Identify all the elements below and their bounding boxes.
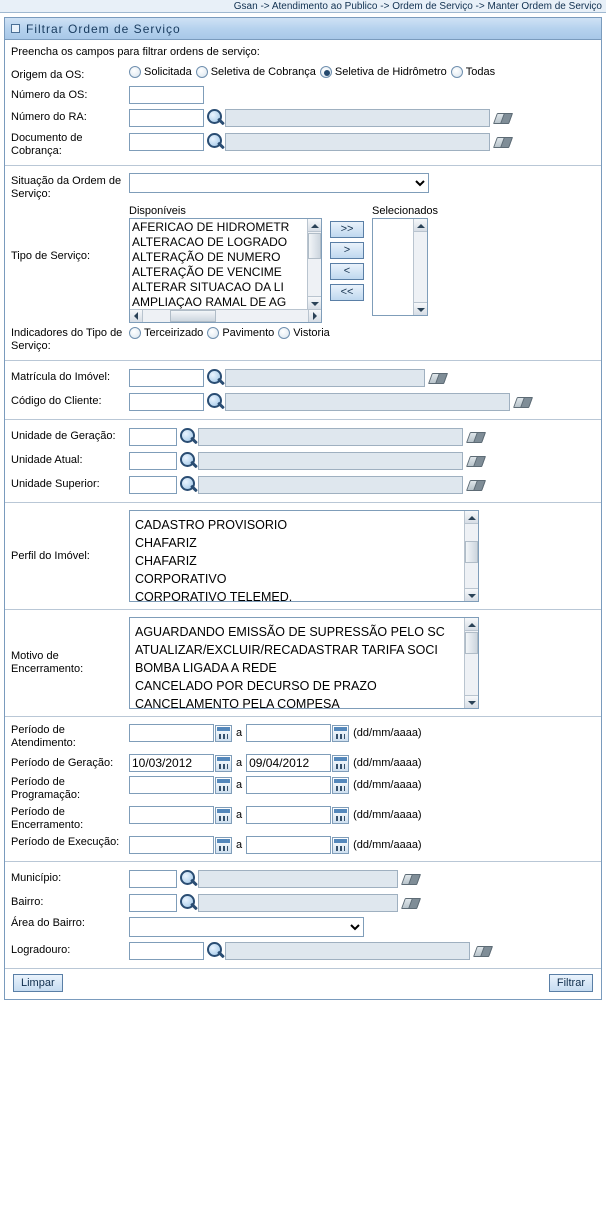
display-numero-ra-descricao bbox=[225, 109, 490, 127]
row-numero-ra bbox=[5, 106, 601, 130]
row-unidade-superior bbox=[5, 473, 601, 497]
label-motivo-encerramento: Motivo de Encerramento: bbox=[11, 650, 84, 675]
scrollbar-vertical-selecionados[interactable] bbox=[413, 219, 427, 315]
list-item[interactable]: ALTERAÇÃO DE VENCIME bbox=[132, 265, 282, 279]
row-origem-os bbox=[5, 64, 601, 84]
list-item[interactable]: CANCELAMENTO PELA COMPESA bbox=[135, 697, 340, 709]
listbox-motivo-encerramento[interactable] bbox=[129, 617, 479, 709]
label-area-bairro: Área do Bairro: bbox=[11, 917, 85, 929]
listbox-disponiveis[interactable] bbox=[129, 218, 322, 323]
scroll-up-icon[interactable] bbox=[465, 511, 478, 524]
label-codigo-cliente: Código do Cliente: bbox=[11, 395, 102, 407]
radio-label-vistoria: Vistoria bbox=[293, 327, 330, 339]
search-icon-unidade-atual[interactable] bbox=[178, 451, 198, 471]
breadcrumb: Gsan -> Atendimento ao Publico -> Ordem de Serviço -> Manter Ordem de Serviço bbox=[0, 0, 606, 13]
row-matricula-imovel bbox=[5, 366, 601, 390]
row-unidade-geracao bbox=[5, 425, 601, 449]
search-icon-unidade-geracao[interactable] bbox=[178, 427, 198, 447]
instruction-text: Preencha os campos para filtrar ordens de serviço: bbox=[11, 46, 260, 58]
label-disponiveis: Disponíveis bbox=[129, 205, 186, 217]
search-icon-municipio[interactable] bbox=[178, 869, 198, 889]
label-periodo-encerramento: Período de Encerramento: bbox=[11, 806, 84, 831]
input-numero-ra[interactable] bbox=[129, 109, 204, 127]
input-unidade-geracao[interactable] bbox=[129, 428, 177, 446]
radio-icon-solicitada[interactable] bbox=[129, 66, 141, 78]
search-icon-codigo-cliente[interactable] bbox=[205, 392, 225, 412]
radio-origem-solicitada[interactable] bbox=[129, 66, 192, 78]
list-item[interactable]: CHAFARIZ bbox=[135, 554, 197, 568]
row-situacao-os bbox=[5, 171, 601, 203]
input-periodo-encerramento-fim[interactable] bbox=[246, 806, 331, 824]
eraser-icon-unidade-superior[interactable] bbox=[467, 476, 485, 494]
radio-icon-seletiva-cobranca[interactable] bbox=[196, 66, 208, 78]
display-bairro-descricao bbox=[198, 894, 398, 912]
label-selecionados: Selecionados bbox=[372, 205, 439, 217]
input-matricula-imovel[interactable] bbox=[129, 369, 204, 387]
calendar-icon-encerramento-inicio[interactable] bbox=[215, 807, 232, 824]
list-item[interactable]: ATUALIZAR/EXCLUIR/RECADASTRAR TARIFA SOCI bbox=[135, 643, 438, 657]
eraser-icon-logradouro[interactable] bbox=[474, 942, 492, 960]
section-motivo-encerramento bbox=[5, 609, 601, 716]
move-right-button[interactable]: > bbox=[330, 242, 364, 259]
input-documento-cobranca[interactable] bbox=[129, 133, 204, 151]
listbox-selecionados[interactable] bbox=[372, 218, 428, 316]
date-format-hint: (dd/mm/aaaa) bbox=[353, 779, 422, 791]
label-unidade-geracao: Unidade de Geração: bbox=[11, 430, 116, 442]
label-numero-ra: Número do RA: bbox=[11, 111, 87, 123]
origem-os-radiogroup[interactable] bbox=[129, 66, 499, 78]
radio-origem-seletiva-hidrometro[interactable] bbox=[320, 66, 447, 78]
section-perfil-imovel bbox=[5, 502, 601, 609]
scrollbar-vertical-disponiveis[interactable] bbox=[307, 219, 321, 322]
radio-label-seletiva-cobranca: Seletiva de Cobrança bbox=[210, 66, 316, 78]
input-numero-os[interactable] bbox=[129, 86, 204, 104]
display-unidade-superior-descricao bbox=[198, 476, 463, 494]
input-periodo-execucao-inicio[interactable] bbox=[129, 836, 214, 854]
row-logradouro bbox=[5, 939, 601, 963]
list-item[interactable]: ALTERAÇÃO DE NUMERO bbox=[132, 250, 281, 264]
date-separator: a bbox=[236, 757, 243, 769]
label-origem-os: Origem da OS: bbox=[11, 69, 85, 81]
display-logradouro-descricao bbox=[225, 942, 470, 960]
search-icon-documento-cobranca[interactable] bbox=[205, 132, 225, 152]
row-documento-cobranca bbox=[5, 130, 601, 160]
scrollbar-horizontal-disponiveis[interactable] bbox=[130, 309, 321, 322]
listbox-disponiveis-items[interactable] bbox=[130, 219, 321, 323]
scroll-thumb[interactable] bbox=[308, 233, 321, 259]
list-item[interactable]: AMPLIAÇAO RAMAL DE AG bbox=[132, 295, 287, 309]
label-municipio: Município: bbox=[11, 872, 62, 884]
search-icon-logradouro[interactable] bbox=[205, 941, 225, 961]
list-item[interactable]: ALTERACAO DE LOGRADO bbox=[132, 235, 288, 249]
move-all-right-button[interactable]: >> bbox=[330, 221, 364, 238]
search-icon-unidade-superior[interactable] bbox=[178, 475, 198, 495]
scrollbar-vertical-perfil-imovel[interactable] bbox=[464, 511, 478, 601]
list-item[interactable]: CORPORATIVO bbox=[135, 572, 227, 586]
calendar-icon-geracao-inicio[interactable] bbox=[215, 755, 232, 772]
select-situacao-os[interactable] bbox=[129, 173, 429, 193]
radio-icon-seletiva-hidrometro[interactable] bbox=[320, 66, 332, 78]
radio-origem-seletiva-cobranca[interactable] bbox=[196, 66, 316, 78]
row-area-bairro bbox=[5, 915, 601, 939]
date-separator: a bbox=[236, 727, 243, 739]
panel-corner-icon bbox=[11, 24, 20, 33]
eraser-icon-documento-cobranca[interactable] bbox=[494, 133, 512, 151]
input-unidade-atual[interactable] bbox=[129, 452, 177, 470]
row-periodo-atendimento bbox=[5, 722, 601, 752]
row-bairro bbox=[5, 891, 601, 915]
radio-label-pavimento: Pavimento bbox=[222, 327, 275, 339]
calendar-icon-execucao-inicio[interactable] bbox=[215, 837, 232, 854]
label-documento-cobranca: Documento de Cobrança: bbox=[11, 132, 83, 157]
move-left-button[interactable]: < bbox=[330, 263, 364, 280]
scroll-up-icon[interactable] bbox=[414, 219, 427, 232]
scroll-up-icon[interactable] bbox=[465, 618, 478, 631]
eraser-icon-unidade-geracao[interactable] bbox=[467, 428, 485, 446]
form-button-bar bbox=[5, 968, 601, 999]
row-numero-os bbox=[5, 84, 601, 106]
label-situacao-os: Situação da Ordem de Serviço: bbox=[11, 175, 122, 200]
date-separator: a bbox=[236, 839, 243, 851]
radio-icon-pavimento[interactable] bbox=[207, 327, 219, 339]
section-periodos bbox=[5, 716, 601, 861]
search-icon-numero-ra[interactable] bbox=[205, 108, 225, 128]
filtrar-button[interactable]: Filtrar bbox=[549, 974, 593, 992]
section-localizacao bbox=[5, 861, 601, 968]
list-item[interactable]: CADASTRO PROVISORIO bbox=[135, 518, 288, 532]
dual-list-buttons bbox=[330, 205, 364, 301]
eraser-icon-municipio[interactable] bbox=[402, 870, 420, 888]
date-format-hint: (dd/mm/aaaa) bbox=[353, 757, 422, 769]
row-codigo-cliente bbox=[5, 390, 601, 414]
radio-label-todas: Todas bbox=[465, 66, 496, 78]
move-all-left-button[interactable]: << bbox=[330, 284, 364, 301]
limpar-button[interactable]: Limpar bbox=[13, 974, 63, 992]
label-numero-os: Número da OS: bbox=[11, 89, 88, 101]
listbox-perfil-imovel-items[interactable] bbox=[130, 511, 478, 602]
input-periodo-geracao-inicio[interactable] bbox=[129, 754, 214, 772]
radio-origem-todas[interactable] bbox=[451, 66, 495, 78]
scroll-left-icon[interactable] bbox=[130, 310, 143, 322]
calendar-icon-atendimento-inicio[interactable] bbox=[215, 725, 232, 742]
label-matricula-imovel: Matrícula do Imóvel: bbox=[11, 371, 111, 383]
calendar-icon-execucao-fim[interactable] bbox=[332, 837, 349, 854]
scroll-down-icon[interactable] bbox=[308, 296, 321, 309]
label-periodo-execucao: Período de Execução: bbox=[11, 836, 120, 848]
list-item[interactable]: AGUARDANDO EMISSÃO DE SUPRESSÃO PELO SC bbox=[135, 625, 445, 639]
input-periodo-programacao-inicio[interactable] bbox=[129, 776, 214, 794]
row-periodo-encerramento bbox=[5, 804, 601, 834]
row-periodo-programacao bbox=[5, 774, 601, 804]
input-bairro[interactable] bbox=[129, 894, 177, 912]
row-motivo-encerramento bbox=[5, 615, 601, 711]
input-periodo-encerramento-inicio[interactable] bbox=[129, 806, 214, 824]
search-icon-bairro[interactable] bbox=[178, 893, 198, 913]
row-periodo-execucao bbox=[5, 834, 601, 856]
list-item[interactable]: ALTERAR SITUACAO DA LI bbox=[132, 280, 284, 294]
radio-indicador-vistoria[interactable] bbox=[278, 327, 329, 339]
display-municipio-descricao bbox=[198, 870, 398, 888]
page-title: Filtrar Ordem de Serviço bbox=[26, 21, 181, 36]
eraser-icon-matricula-imovel[interactable] bbox=[429, 369, 447, 387]
indicadores-radiogroup[interactable] bbox=[129, 327, 334, 339]
date-format-hint: (dd/mm/aaaa) bbox=[353, 839, 422, 851]
radio-indicador-terceirizado[interactable] bbox=[129, 327, 203, 339]
radio-label-seletiva-hidrometro: Seletiva de Hidrômetro bbox=[334, 66, 447, 78]
list-item[interactable]: CORPORATIVO TELEMED. bbox=[135, 590, 293, 602]
calendar-icon-geracao-fim[interactable] bbox=[332, 755, 349, 772]
row-tipo-servico bbox=[5, 203, 601, 325]
label-perfil-imovel: Perfil do Imóvel: bbox=[11, 549, 90, 562]
calendar-icon-programacao-fim[interactable] bbox=[332, 777, 349, 794]
calendar-icon-atendimento-fim[interactable] bbox=[332, 725, 349, 742]
input-unidade-superior[interactable] bbox=[129, 476, 177, 494]
label-bairro: Bairro: bbox=[11, 896, 44, 908]
list-item[interactable]: CHAFARIZ bbox=[135, 536, 197, 550]
scrollbar-vertical-motivo-encerramento[interactable] bbox=[464, 618, 478, 708]
scroll-thumb[interactable] bbox=[465, 541, 478, 563]
tipo-servico-dual-list bbox=[129, 205, 438, 323]
label-periodo-geracao: Período de Geração: bbox=[11, 757, 114, 769]
input-codigo-cliente[interactable] bbox=[129, 393, 204, 411]
label-periodo-programacao: Período de Programação: bbox=[11, 776, 81, 801]
eraser-icon-numero-ra[interactable] bbox=[494, 109, 512, 127]
input-periodo-atendimento-inicio[interactable] bbox=[129, 724, 214, 742]
date-separator: a bbox=[236, 809, 243, 821]
display-documento-cobranca-descricao bbox=[225, 133, 490, 151]
input-municipio[interactable] bbox=[129, 870, 177, 888]
row-municipio bbox=[5, 867, 601, 891]
section-imovel-cliente bbox=[5, 360, 601, 419]
date-format-hint: (dd/mm/aaaa) bbox=[353, 809, 422, 821]
radio-label-terceirizado: Terceirizado bbox=[144, 327, 204, 339]
listbox-perfil-imovel[interactable] bbox=[129, 510, 479, 602]
input-periodo-execucao-fim[interactable] bbox=[246, 836, 331, 854]
radio-indicador-pavimento[interactable] bbox=[207, 327, 274, 339]
calendar-icon-programacao-inicio[interactable] bbox=[215, 777, 232, 794]
scroll-up-icon[interactable] bbox=[308, 219, 321, 232]
radio-label-solicitada: Solicitada bbox=[144, 66, 192, 78]
display-unidade-geracao-descricao bbox=[198, 428, 463, 446]
input-periodo-geracao-fim[interactable] bbox=[246, 754, 331, 772]
calendar-icon-encerramento-fim[interactable] bbox=[332, 807, 349, 824]
date-format-hint: (dd/mm/aaaa) bbox=[353, 727, 422, 739]
form-body bbox=[5, 40, 601, 999]
eraser-icon-unidade-atual[interactable] bbox=[467, 452, 485, 470]
label-unidade-atual: Unidade Atual: bbox=[11, 454, 83, 466]
select-area-bairro[interactable] bbox=[129, 917, 364, 937]
display-matricula-descricao bbox=[225, 369, 425, 387]
input-periodo-programacao-fim[interactable] bbox=[246, 776, 331, 794]
radio-icon-todas[interactable] bbox=[451, 66, 463, 78]
label-indicadores: Indicadores do Tipo de Serviço: bbox=[11, 327, 123, 352]
input-periodo-atendimento-fim[interactable] bbox=[246, 724, 331, 742]
panel-title-bar bbox=[5, 18, 601, 40]
scroll-hthumb[interactable] bbox=[170, 310, 216, 322]
scroll-down-icon[interactable] bbox=[414, 302, 427, 315]
scroll-down-icon[interactable] bbox=[465, 695, 478, 708]
list-item[interactable]: BOMBA LIGADA A REDE bbox=[135, 661, 277, 675]
input-logradouro[interactable] bbox=[129, 942, 204, 960]
row-indicadores-tipo-servico bbox=[5, 325, 601, 355]
list-item[interactable]: CANCELADO POR DECURSO DE PRAZO bbox=[135, 679, 377, 693]
section-unidades bbox=[5, 419, 601, 502]
radio-icon-vistoria[interactable] bbox=[278, 327, 290, 339]
label-tipo-servico: Tipo de Serviço: bbox=[11, 250, 91, 262]
label-periodo-atendimento: Período de Atendimento: bbox=[11, 724, 76, 749]
row-unidade-atual bbox=[5, 449, 601, 473]
radio-icon-terceirizado[interactable] bbox=[129, 327, 141, 339]
display-unidade-atual-descricao bbox=[198, 452, 463, 470]
section-tipo-servico bbox=[5, 165, 601, 360]
listbox-motivo-encerramento-items[interactable] bbox=[130, 618, 478, 709]
list-item[interactable]: AFERICAO DE HIDROMETR bbox=[132, 220, 290, 234]
scroll-right-icon[interactable] bbox=[308, 310, 321, 322]
label-unidade-superior: Unidade Superior: bbox=[11, 478, 100, 490]
filter-panel bbox=[4, 17, 602, 1000]
row-periodo-geracao bbox=[5, 752, 601, 774]
display-codigo-cliente-descricao bbox=[225, 393, 510, 411]
search-icon-matricula-imovel[interactable] bbox=[205, 368, 225, 388]
date-separator: a bbox=[236, 779, 243, 791]
scroll-thumb[interactable] bbox=[465, 632, 478, 654]
scroll-down-icon[interactable] bbox=[465, 588, 478, 601]
label-logradouro: Logradouro: bbox=[11, 944, 71, 956]
section-identificacao bbox=[5, 64, 601, 165]
eraser-icon-codigo-cliente[interactable] bbox=[514, 393, 532, 411]
eraser-icon-bairro[interactable] bbox=[402, 894, 420, 912]
row-perfil-imovel bbox=[5, 508, 601, 604]
